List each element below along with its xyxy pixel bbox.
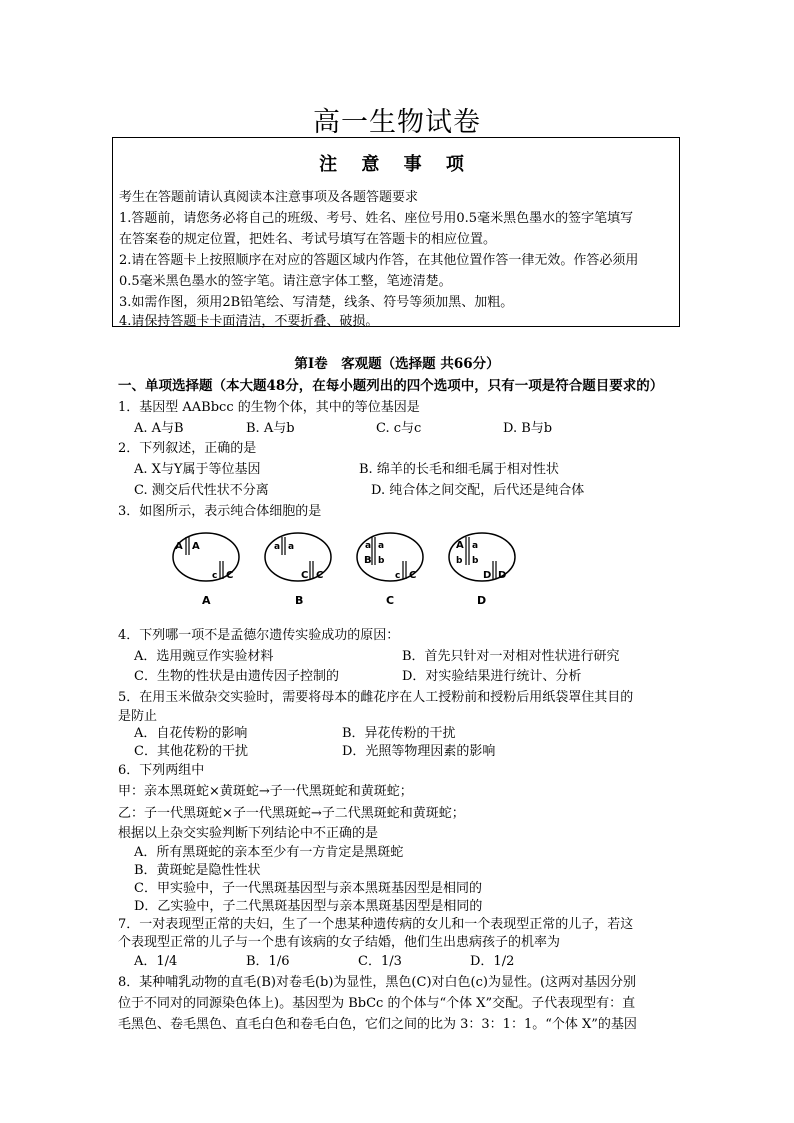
q8-line: 毛黑色、卷毛黑色、直毛白色和卷毛白色，它们之间的比为 3：3：1：1。“个体 X”的基因: [118, 1017, 637, 1032]
q4-stem: 4．下列哪一项不是孟德尔遗传实验成功的原因：: [118, 628, 400, 643]
allele-label: D: [483, 570, 492, 581]
q6-option-d: D．乙实验中，子二代黑斑基因型与亲本黑斑基因型是相同的: [134, 899, 483, 914]
cell-a: [173, 533, 239, 607]
q3-stem: 3．如图所示，表示纯合体细胞的是: [118, 504, 322, 519]
q1-option-c: C. c与c: [376, 421, 422, 436]
q5-option-d: D．光照等物理因素的影响: [342, 744, 496, 759]
notice-line: 3.如需作图，须用2B铅笔绘、写清楚，线条、符号等须加黑、加粗。: [119, 295, 514, 310]
q6-option-b: B．黄斑蛇是隐性性状: [134, 863, 261, 878]
allele-label: a: [274, 542, 281, 552]
q7-stem-cont: 个表现型正常的儿子与一个患有该病的女子结婚，他们生出患病孩子的机率为: [118, 935, 561, 950]
allele-label: B: [364, 555, 372, 566]
q7-option-d: D．1/2: [470, 954, 515, 969]
allele-label: a: [378, 541, 385, 551]
q8-line: 位于不同对的同源染色体上)。基因型为 BbCc 的个体与“个体 X”交配。子代表现型有：直: [118, 996, 636, 1011]
part1-title: 第Ⅰ卷 客观题（选择题 共66分）: [294, 356, 500, 372]
allele-label: b: [378, 556, 385, 566]
notice-line: 1.答题前，请您务必将自己的班级、考号、姓名、座位号用0.5毫米黑色墨水的签字笔填写: [119, 211, 634, 226]
q6-option-a: A．所有黑斑蛇的亲本至少有一方肯定是黑斑蛇: [134, 845, 404, 860]
q4-option-b: B．首先只针对一对相对性状进行研究: [402, 649, 620, 664]
cell-label: D: [477, 594, 487, 607]
q5-option-b: B．异花传粉的干扰: [342, 726, 456, 741]
cell-label: B: [295, 594, 304, 607]
q1-option-b: B. A与b: [246, 421, 295, 436]
q6-line: 根据以上杂交实验判断下列结论中不正确的是: [118, 826, 379, 841]
notice-box: [112, 137, 680, 327]
notice-line: 0.5毫米黑色墨水的签字笔。请注意字体工整，笔迹清楚。: [119, 274, 452, 289]
q7-option-b: B．1/6: [246, 954, 290, 969]
allele-label: b: [472, 556, 479, 566]
cell-label: C: [386, 594, 395, 607]
notice-line: 在答案卷的规定位置，把姓名、考试号填写在答题卡的相应位置。: [119, 232, 497, 247]
exam-title: 高一生物试卷: [313, 107, 481, 138]
allele-label: A: [175, 541, 183, 552]
notice-line: 2.请在答题卡上按照顺序在对应的答题区域内作答，在其他位置作答一律无效。作答必须用: [119, 253, 639, 268]
q1-stem: 1．基因型 AABbcc 的生物个体，其中的等位基因是: [118, 400, 420, 415]
allele-label: a: [365, 541, 372, 551]
allele-label: A: [192, 541, 200, 552]
notice-heading: 注 意 事 项: [319, 154, 473, 175]
allele-label: a: [472, 541, 479, 551]
q1-option-a: A. A与B: [134, 421, 184, 436]
q6-stem: 6．下列两组中: [118, 763, 205, 778]
q4-option-c: C．生物的性状是由遗传因子控制的: [134, 669, 339, 684]
q2-option-b: B. 绵羊的长毛和细毛属于相对性状: [359, 462, 559, 477]
allele-label: D: [498, 570, 507, 581]
allele-label: c: [395, 571, 401, 581]
allele-label: b: [456, 556, 463, 566]
allele-label: C: [409, 570, 417, 581]
q2-option-c: C. 测交后代性状不分离: [134, 483, 269, 498]
q7-stem: 7．一对表现型正常的夫妇，生了一个患某种遗传病的女儿和一个表现型正常的儿子，若这: [118, 917, 634, 932]
q6-line: 甲：亲本黑斑蛇×黄斑蛇→子一代黑斑蛇和黄斑蛇；: [118, 784, 413, 799]
q2-option-d: D. 纯合体之间交配，后代还是纯合体: [371, 483, 585, 498]
q5-stem-cont: 是防止: [118, 709, 158, 724]
q4-option-d: D．对实验结果进行统计、分析: [402, 669, 582, 684]
allele-label: A: [456, 540, 464, 551]
q4-option-a: A．选用豌豆作实验材料: [134, 649, 274, 664]
section1-title: 一、单项选择题（本大题48分，在每小题列出的四个选项中，只有一项是符合题目要求的）: [118, 378, 664, 394]
cell-label: A: [202, 594, 211, 607]
q5-option-a: A．自花传粉的影响: [134, 726, 248, 741]
q6-option-c: C．甲实验中，子一代黑斑基因型与亲本黑斑基因型是相同的: [134, 881, 482, 896]
q2-stem: 2．下列叙述，正确的是: [118, 441, 257, 456]
notice-line: 考生在答题前请认真阅读本注意事项及各题答题要求: [119, 190, 419, 205]
allele-label: C: [226, 570, 234, 581]
q1-option-d: D. B与b: [503, 421, 553, 436]
allele-label: C: [301, 570, 309, 581]
cell-b: [265, 533, 331, 607]
allele-label: c: [212, 571, 218, 581]
q7-option-c: C．1/3: [358, 954, 402, 969]
q5-option-c: C．其他花粉的干扰: [134, 744, 248, 759]
cell-d: [449, 533, 515, 607]
notice-line: 4.请保持答题卡卡面清洁，不要折叠、破损。: [119, 314, 379, 329]
cell-diagram: [168, 523, 528, 609]
q5-stem: 5．在用玉米做杂交实验时，需要将母本的雌花序在人工授粉前和授粉后用纸袋罩住其目的: [118, 690, 634, 705]
cell-c: [357, 533, 423, 607]
q2-option-a: A. X与Y属于等位基因: [134, 462, 261, 477]
q6-line: 乙：子一代黑斑蛇×子一代黑斑蛇→子二代黑斑蛇和黄斑蛇；: [118, 806, 465, 821]
allele-label: a: [288, 542, 295, 552]
allele-label: C: [316, 570, 324, 581]
q8-line: 8．某种哺乳动物的直毛(B)对卷毛(b)为显性，黑色(C)对白色(c)为显性。(这两对基因分别: [118, 975, 637, 990]
q7-option-a: A．1/4: [134, 954, 178, 969]
